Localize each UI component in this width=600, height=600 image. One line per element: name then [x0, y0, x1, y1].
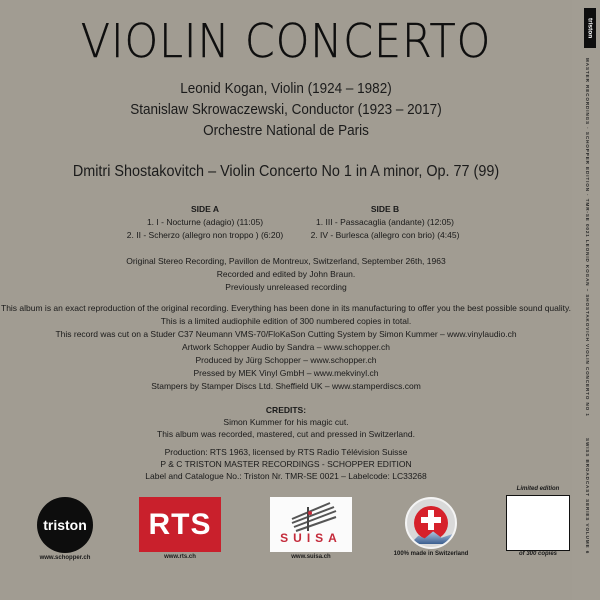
limited-edition-label: Limited edition	[516, 486, 560, 492]
side-a-heading: SIDE A	[190, 204, 220, 214]
rts-logo: RTS	[139, 497, 221, 552]
track-item: 2. II - Scherzo (allegro non troppo ) (6:20)	[126, 230, 284, 240]
suisa-logo-block	[266, 497, 356, 560]
triston-logo-block	[30, 497, 100, 561]
rts-logo-block	[135, 497, 225, 560]
track-item: 1. I - Nocturne (adagio) (11:05)	[146, 217, 264, 227]
credits-heading: CREDITS:	[265, 405, 307, 415]
album-title: VIOLIN CONCERTO	[80, 14, 492, 68]
label-info	[0, 446, 572, 482]
swiss-cross-badge-icon	[405, 497, 457, 549]
side-b-heading: SIDE B	[370, 204, 400, 214]
spine-triston-logo: triston	[584, 8, 596, 48]
suisa-logo	[270, 497, 352, 552]
swiss-made-caption: 100% made in Switzerland	[393, 551, 469, 557]
side-b	[285, 203, 485, 242]
credit-line: This album was recorded, mastered, cut and pressed in Switzerland.	[157, 429, 415, 439]
soloist: Leonid Kogan, Violin (1924 – 1982)	[180, 80, 392, 97]
suisa-wordmark: SUISA	[280, 531, 342, 545]
work-title: Dmitri Shostakovitch – Violin Concerto No 1 in A minor, Op. 77 (99)	[72, 163, 500, 180]
side-a	[105, 203, 305, 242]
album-spine	[572, 0, 600, 600]
detail-line: Pressed by MEK Vinyl GmbH – www.mekvinyl.ch	[193, 368, 379, 378]
recording-info	[0, 255, 572, 294]
production-line: Production: RTS 1963, licensed by RTS Radio Télévision Suisse	[164, 447, 408, 457]
catalogue-line: Label and Catalogue No.: Triston Nr. TMR-SE 0021 – Labelcode: LC33268	[145, 471, 427, 481]
recording-location: Original Stereo Recording, Pavillon de Montreux, Switzerland, September 26th, 1963	[126, 256, 446, 266]
swiss-made-block	[386, 497, 476, 557]
recording-editor: Recorded and edited by John Braun.	[216, 269, 356, 279]
artists-block	[29, 78, 544, 141]
spine-title-text: LEONID KOGAN – SHOSTAKOVICH VIOLIN CONCERTO NO 1	[585, 240, 590, 417]
track-item: 1. III - Passacaglia (andante) (12:05)	[316, 217, 454, 227]
spine-series-text: SWISS BROADCAST SERIES VOLUME 6	[585, 438, 590, 555]
detail-line: This album is an exact reproduction of the original recording. Everything has been done in its manufacturing to offer you the best possible sound quality.	[1, 303, 571, 313]
edition-number-box	[506, 495, 570, 551]
credits-block	[0, 404, 572, 440]
suisa-strings-icon	[270, 499, 352, 533]
spine-label-text: MASTER RECORDINGS · SCHOPPER EDITION · TMR-SE 0021	[585, 58, 590, 238]
rts-url: www.rts.ch	[164, 554, 196, 560]
production-details	[0, 302, 572, 393]
copyright-line: P & C TRISTON MASTER RECORDINGS - SCHOPPER EDITION	[160, 459, 412, 469]
triston-logo: triston	[37, 497, 93, 553]
suisa-url: www.suisa.ch	[291, 554, 331, 560]
detail-line: Produced by Jürg Schopper – www.schopper.ch	[195, 355, 377, 365]
limited-edition-caption: of 300 copies	[518, 551, 557, 557]
orchestra: Orchestre National de Paris	[203, 122, 369, 139]
detail-line: This is a limited audiophile edition of 300 numbered copies in total.	[160, 316, 412, 326]
detail-line: This record was cut on a Studer C37 Neumann VMS-70/FloKaSon Cutting System by Simon Kummer – www.vinylaudio.ch	[55, 329, 517, 339]
detail-line: Artwork Schopper Audio by Sandra – www.schopper.ch	[182, 342, 390, 352]
track-item: 2. IV - Burlesca (allegro con brio) (4:45)	[310, 230, 460, 240]
limited-edition-block	[503, 486, 573, 557]
detail-line: Stampers by Stamper Discs Ltd. Sheffield UK – www.stamperdiscs.com	[151, 381, 421, 391]
credit-line: Simon Kummer for his magic cut.	[223, 417, 349, 427]
triston-url: www.schopper.ch	[39, 555, 91, 561]
recording-status: Previously unreleased recording	[225, 282, 347, 292]
conductor: Stanislaw Skrowaczewski, Conductor (1923 – 2017)	[130, 101, 442, 118]
